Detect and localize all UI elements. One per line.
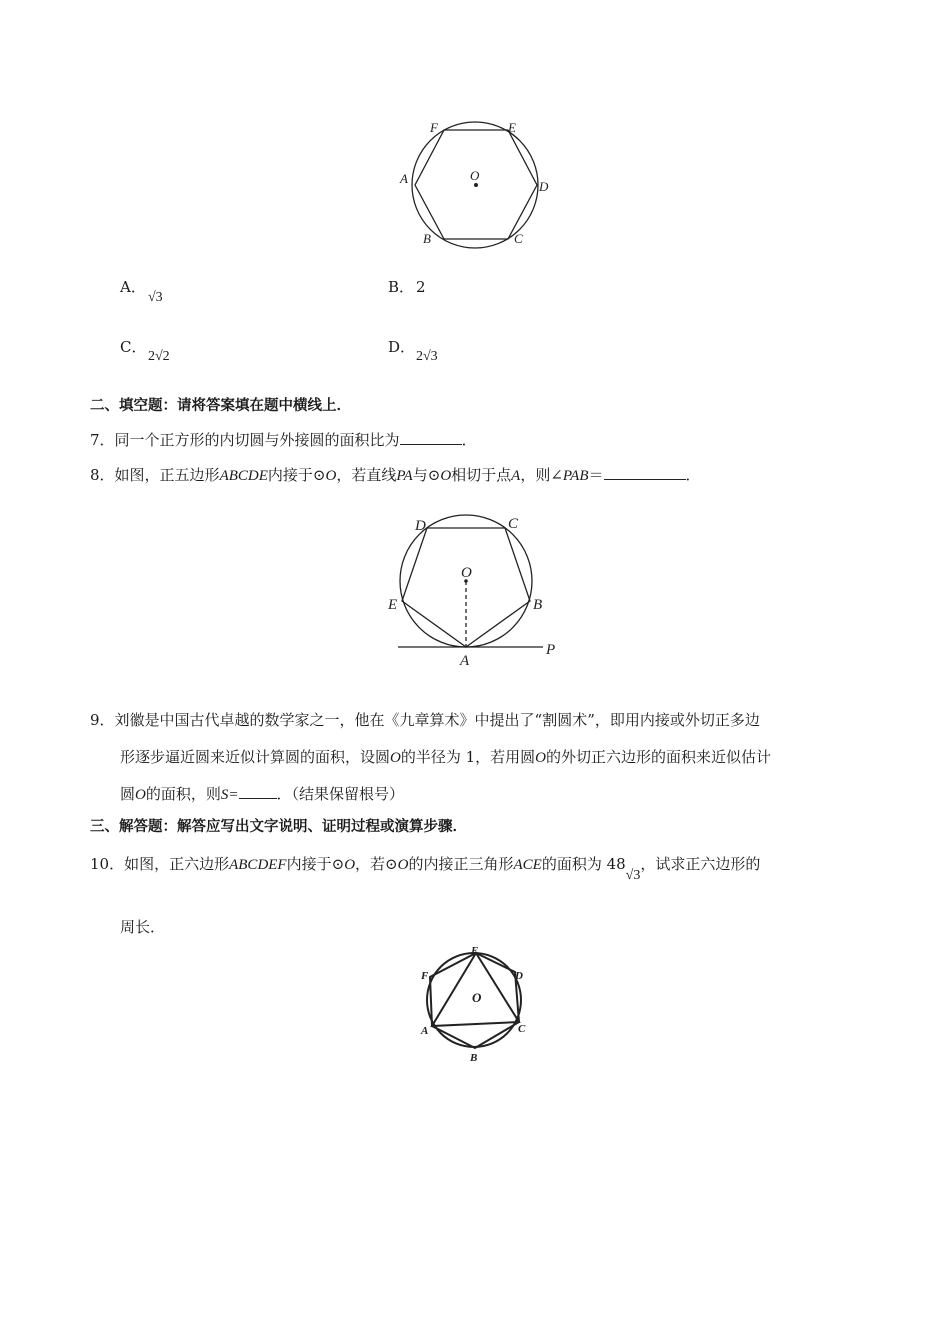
q7-text: 同一个正方形的内切圆与外接圆的面积比为: [114, 431, 400, 449]
label-F: F: [430, 120, 438, 135]
label-D: D: [415, 518, 426, 534]
q10-text-6: ，试求正六边形的: [640, 855, 761, 873]
q8-text-4: 与⊙: [412, 466, 441, 484]
option-c-label: C．: [120, 338, 147, 356]
option-a-label: A．: [120, 278, 146, 296]
q9-line-1-text: 刘徽是中国古代卓越的数学家之一，他在《九章算术》中提出了“割圆术”，即用内接或外切正多边: [114, 711, 760, 729]
q8-text-7: ＝: [588, 466, 604, 484]
q9-circle-o-3: O: [135, 787, 146, 803]
q8-text-6: ，则∠: [520, 466, 563, 484]
label-C: C: [514, 231, 523, 246]
q10-text-4: 的内接正三角形: [408, 855, 514, 873]
q8-text-3: ，若直线: [336, 466, 397, 484]
hexagon-circle-figure: [390, 112, 560, 252]
q9-circle-o: O: [390, 750, 401, 766]
q10-text-3: ，若⊙: [355, 855, 398, 873]
option-a-value: √3: [148, 290, 163, 305]
label-B: B: [533, 597, 543, 613]
q10-text-1: 如图，正六边形: [124, 855, 230, 873]
q8-angle: PAB: [562, 468, 589, 484]
q8-circle-o-2: O: [440, 468, 452, 484]
label-E: E: [388, 597, 398, 613]
label-F: F: [421, 970, 429, 982]
question-8: [90, 466, 701, 485]
q10-triangle-name: ACE: [513, 857, 542, 873]
q10-text-5: 的面积为 48: [541, 855, 626, 873]
q9-line-2-c: 的外切正六边形的面积来近似估计: [546, 748, 772, 766]
q8-text-5: 相切于点: [451, 466, 512, 484]
section-2-heading: 二、填空题：请将答案填在题中横线上．: [90, 398, 351, 414]
q9-s-equals: S=: [220, 787, 239, 803]
label-E: E: [508, 120, 516, 135]
question-9-line-3: [120, 785, 404, 804]
q9-line-3-c: ．（结果保留根号）: [276, 785, 405, 803]
hexagon-triangle-figure: [418, 942, 533, 1064]
q7-answer-blank: [400, 432, 462, 445]
label-D: D: [515, 970, 523, 982]
question-9-line-2: [120, 748, 771, 767]
q9-answer-blank: [239, 786, 277, 799]
question-10-line-2: 周长．: [120, 918, 166, 936]
q9-line-2-b: 的半径为 1，若用圆: [400, 748, 536, 766]
q8-end: ．: [685, 466, 701, 484]
q10-number: 10．: [90, 855, 125, 873]
q7-end: ．: [461, 431, 477, 449]
option-d-label: D．: [388, 338, 416, 356]
label-A: A: [400, 171, 408, 186]
label-B: B: [470, 1052, 478, 1064]
label-O: O: [461, 565, 472, 581]
q9-line-3-a: 圆: [120, 785, 136, 803]
q10-polygon-name: ABCDEF: [229, 857, 287, 873]
q7-number: 7．: [90, 431, 115, 449]
label-A: A: [460, 653, 470, 668]
q8-polygon-name: ABCDE: [219, 468, 268, 484]
q10-root-3: √3: [625, 868, 641, 883]
option-b-label: B．: [388, 278, 415, 296]
center-dot: [474, 183, 478, 187]
label-C: C: [518, 1023, 526, 1035]
option-c-value: 2√2: [148, 349, 170, 364]
q8-text-2: 内接于⊙: [267, 466, 326, 484]
option-b-value: 2: [416, 278, 426, 296]
label-P: P: [546, 642, 556, 658]
question-9-line-1: [90, 711, 760, 729]
label-O: O: [472, 990, 482, 1005]
q8-number: 8．: [90, 466, 115, 484]
q8-point-a: A: [511, 468, 521, 484]
label-B: B: [423, 231, 431, 246]
question-10-line-1: [90, 855, 761, 883]
q10-circle-o: O: [344, 857, 356, 873]
q8-text-1: 如图，正五边形: [114, 466, 220, 484]
pentagon-circle-figure: [385, 508, 585, 668]
q8-circle-o: O: [325, 468, 337, 484]
q9-line-2-a: 形逐步逼近圆来近似计算圆的面积，设圆: [120, 748, 391, 766]
question-7: [90, 431, 477, 449]
q8-answer-blank: [604, 467, 686, 480]
label-C: C: [508, 516, 519, 532]
q9-line-3-b: 的面积，则: [145, 785, 221, 803]
label-O: O: [470, 168, 480, 183]
label-E: E: [471, 945, 479, 957]
section-3-heading: 三、解答题：解答应写出文字说明、证明过程或演算步骤．: [90, 819, 467, 835]
q9-number: 9．: [90, 711, 115, 729]
q9-circle-o-2: O: [535, 750, 547, 766]
q10-text-2: 内接于⊙: [286, 855, 345, 873]
q10-circle-o-2: O: [397, 857, 409, 873]
option-d-value: 2√3: [416, 349, 438, 364]
label-A: A: [421, 1025, 429, 1037]
q8-line-pa: PA: [396, 468, 413, 484]
label-D: D: [539, 179, 549, 194]
